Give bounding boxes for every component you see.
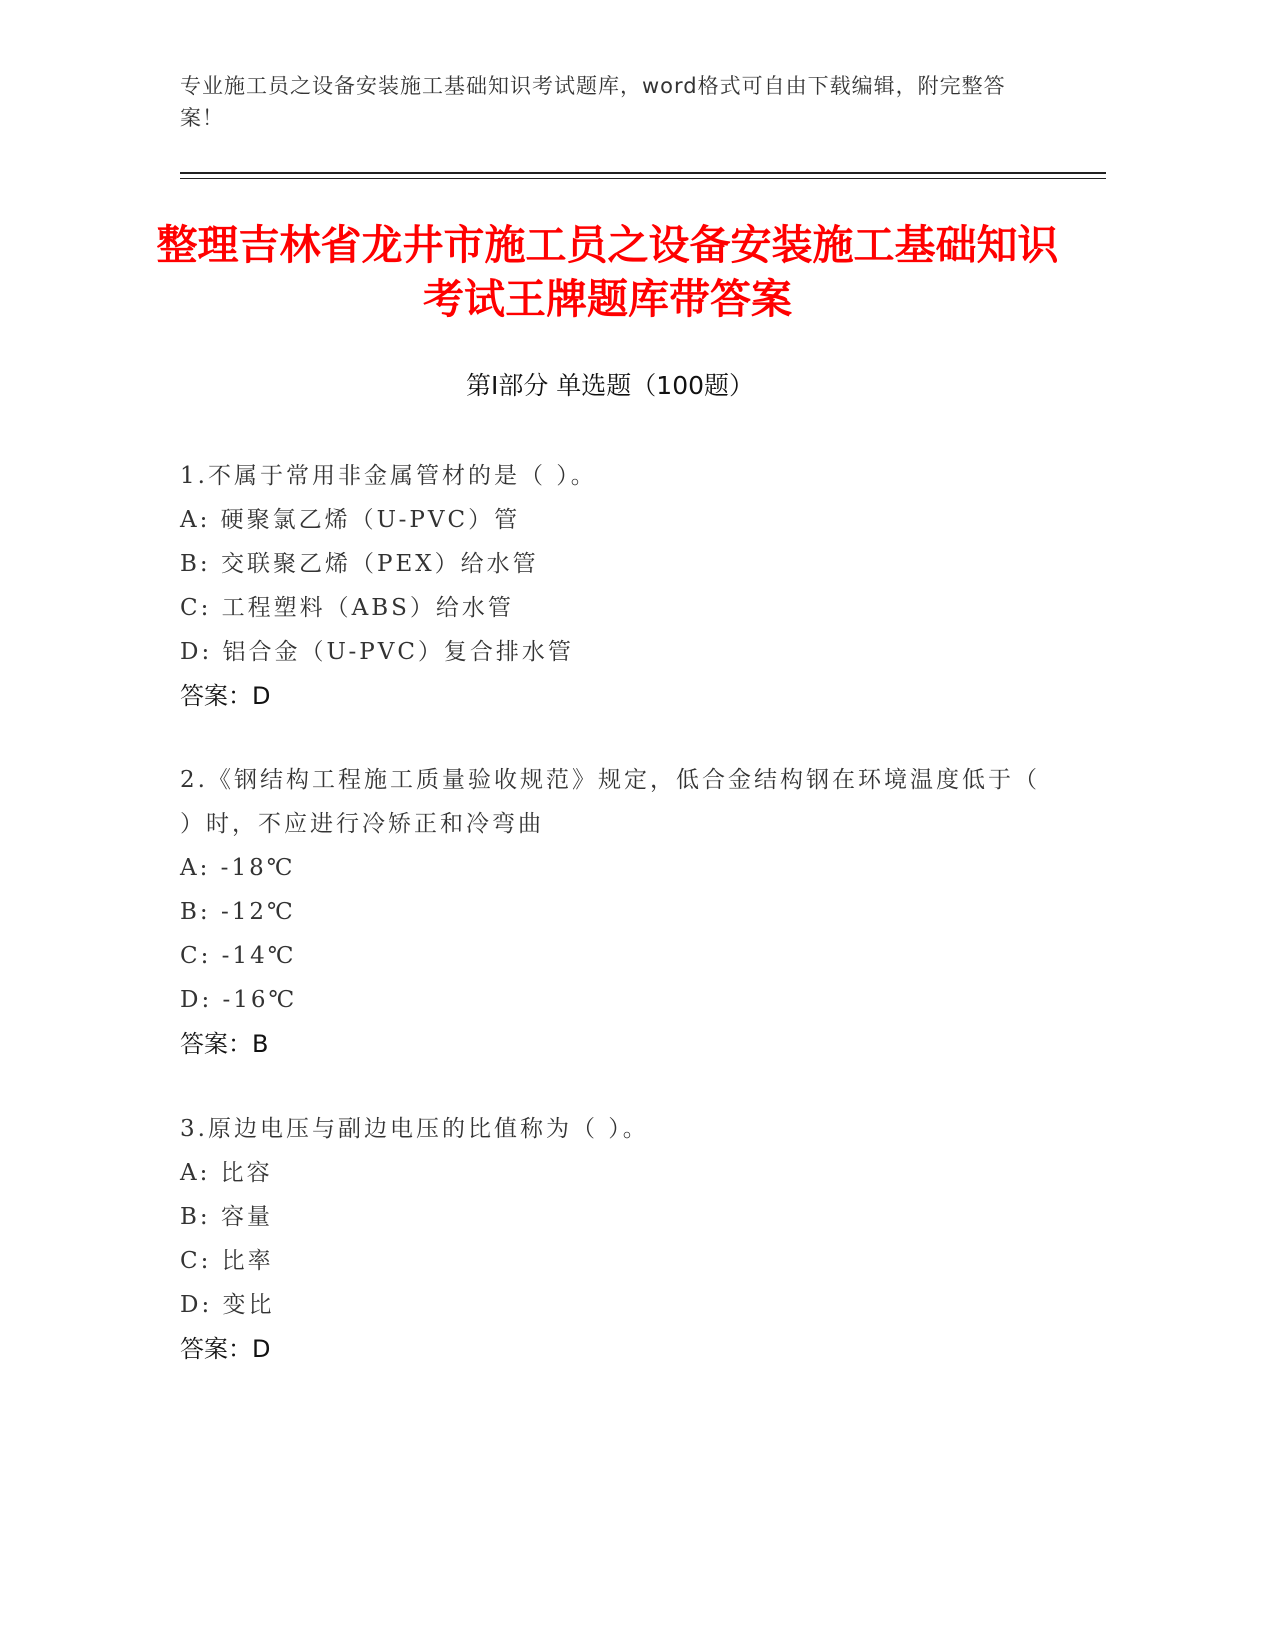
option-c: C: -14℃ (180, 943, 297, 969)
option-c: C: 工程塑料（ABS）给水管 (180, 595, 514, 621)
header-note: 专业施工员之设备安装施工基础知识考试题库，word格式可自由下载编辑，附完整答案！ (180, 74, 1006, 130)
question-stem: 1.不属于常用非金属管材的是（ ）。 (180, 463, 597, 489)
header-rule-thin (180, 178, 1106, 179)
option-d: D: -16℃ (180, 987, 298, 1013)
option-a: A: 硬聚氯乙烯（U-PVC）管 (180, 507, 521, 533)
section-heading: 第Ⅰ部分 单选题（100题） (465, 371, 755, 400)
question-3 (180, 1107, 1040, 1371)
answer: 答案：D (180, 682, 271, 710)
option-c: C: 比率 (180, 1248, 274, 1274)
option-b: B: 交联聚乙烯（PEX）给水管 (180, 551, 539, 577)
answer: 答案：B (180, 1030, 269, 1058)
answer: 答案：D (180, 1335, 271, 1363)
question-stem: 3.原边电压与副边电压的比值称为（ ）。 (180, 1116, 649, 1142)
option-a: A: -18℃ (180, 855, 296, 881)
header-rule-thick (180, 172, 1106, 174)
question-2 (180, 758, 1040, 1066)
option-a: A: 比容 (180, 1160, 273, 1186)
document-title: 整理吉林省龙井市施工员之设备安装施工基础知识考试王牌题库带答案 (156, 221, 1059, 323)
option-b: B: -12℃ (180, 899, 296, 925)
question-1 (180, 454, 1040, 718)
question-stem: 2.《钢结构工程施工质量验收规范》规定，低合金结构钢在环境温度低于（ ）时，不应进行冷矫正和冷弯曲 (180, 767, 1040, 837)
option-d: D: 变比 (180, 1292, 275, 1318)
option-b: B: 容量 (180, 1204, 273, 1230)
option-d: D: 铝合金（U-PVC）复合排水管 (180, 639, 574, 665)
